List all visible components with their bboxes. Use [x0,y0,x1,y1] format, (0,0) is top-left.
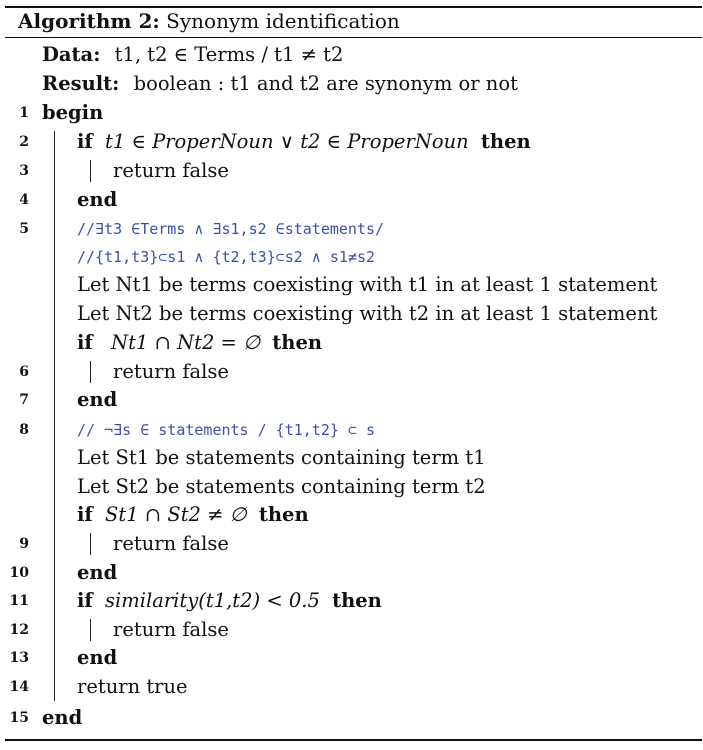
condition-expr: Nt1 ∩ Nt2 = ∅ [111,331,261,354]
line-number: 1 [19,105,29,121]
algo-line [0,386,703,414]
line-number: 3 [19,163,29,179]
algorithm-label: Algorithm 2: [18,9,160,33]
line-number: 15 [9,710,29,726]
data-line [0,41,703,69]
statement-text: Let St2 be statements containing term t2 [77,475,486,498]
algorithm-name: Synonym identification [166,9,400,33]
end-keyword: end [77,646,118,669]
algo-line [0,473,703,501]
if-block-bar [90,361,91,383]
algo-line [0,128,703,156]
statement-text: return false [113,532,229,555]
statement-text: return false [113,618,229,641]
line-number: 2 [19,134,29,150]
then-keyword: then [332,589,382,612]
algo-line [0,416,703,444]
algo-line [0,704,703,732]
line-number: 13 [9,650,29,666]
statement-text: return false [113,360,229,383]
statement-text: Let Nt2 be terms coexisting with t2 in at least 1 statement [77,302,658,325]
algo-line [0,186,703,214]
comment-text: // ¬∃s ∈ statements / {t1,t2} ⊂ s [77,421,376,439]
if-keyword: if [77,130,93,153]
algo-line [0,444,703,472]
line-number: 8 [19,422,29,438]
line-number: 7 [19,392,29,408]
algo-line [0,243,703,271]
line-number: 12 [9,622,29,638]
algo-line [0,530,703,558]
if-keyword: if [77,331,93,354]
statement-text: return false [113,159,229,182]
comment-text: //{t1,t3}⊂s1 ∧ {t2,t3}⊂s2 ∧ s1≠s2 [77,248,376,266]
data-keyword: Data: [42,43,101,66]
then-keyword: then [272,331,323,354]
condition-expr: t1 ∈ ProperNoun ∨ t2 ∈ ProperNoun [105,130,469,153]
line-number: 9 [19,536,29,552]
condition-expr: similarity(t1,t2) < 0.5 [105,589,320,612]
line-number: 6 [19,364,29,380]
statement-text: return true [77,675,188,698]
line-number: 5 [19,221,29,237]
algo-line [0,644,703,672]
algo-line [0,559,703,587]
algo-line [0,215,703,243]
title-rule [5,37,702,38]
end-keyword: end [77,561,118,584]
end-keyword: end [77,388,118,411]
result-line [0,70,703,98]
end-keyword: end [42,706,83,729]
algo-line [0,673,703,701]
algo-line [0,587,703,615]
then-keyword: then [480,130,531,153]
if-block-bar [90,160,91,182]
algo-line [0,616,703,644]
line-number: 4 [19,192,29,208]
statement-text: Let St1 be statements containing term t1 [77,446,486,469]
algo-line [0,358,703,386]
algo-line [0,329,703,357]
line-number: 14 [9,679,29,695]
line-number: 11 [9,593,29,609]
comment-text: //∃t3 ∈Terms ∧ ∃s1,s2 ∈statements/ [77,220,385,238]
bottom-rule [5,739,702,741]
begin-block-bar [54,131,55,701]
result-keyword: Result: [42,72,120,95]
statement-text: Let Nt1 be terms coexisting with t1 in at least 1 statement [77,273,658,296]
begin-keyword: begin [42,101,104,124]
data-text: t1, t2 ∈ Terms / t1 ≠ t2 [114,43,344,66]
if-block-bar [90,619,91,641]
if-keyword: if [77,589,93,612]
then-keyword: then [258,503,309,526]
algo-line [0,99,703,127]
condition-expr: St1 ∩ St2 ≠ ∅ [105,503,247,526]
algo-line [0,271,703,299]
algo-line [0,501,703,529]
if-block-bar [90,533,91,555]
if-keyword: if [77,503,93,526]
algo-line [0,157,703,185]
top-rule [5,6,702,8]
end-keyword: end [77,188,118,211]
line-number: 10 [9,565,29,581]
result-text: boolean : t1 and t2 are synonym or not [133,72,518,95]
algo-line [0,300,703,328]
algorithm-title [18,9,400,33]
